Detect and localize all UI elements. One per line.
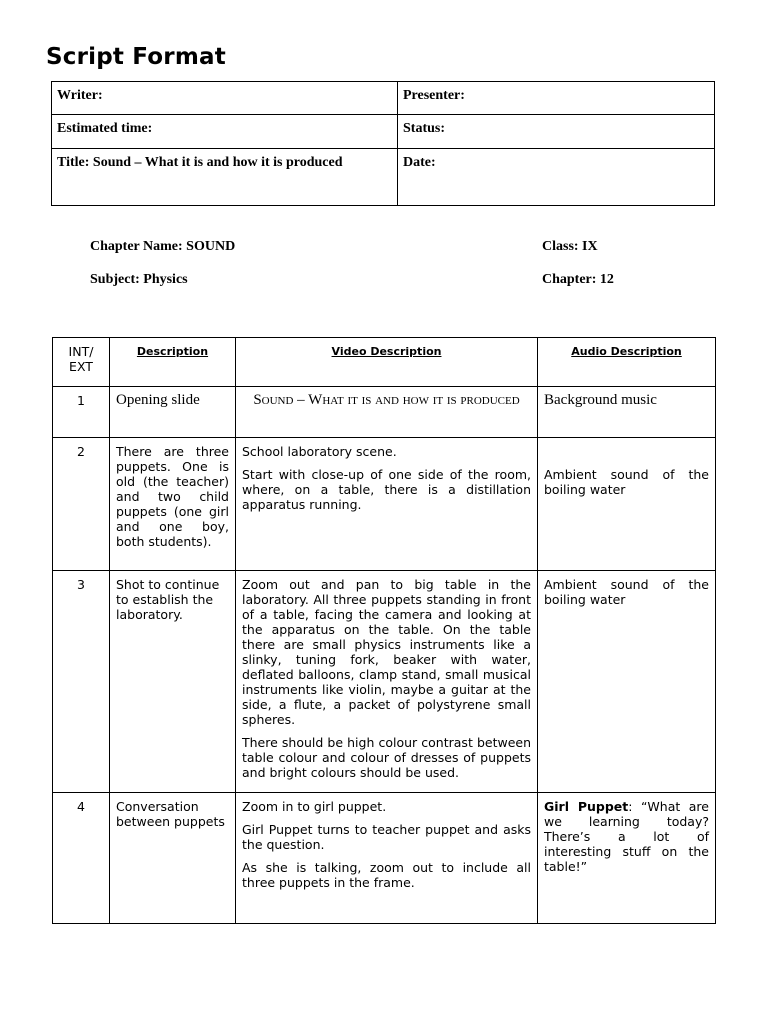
presenter-cell: Presenter: [398,82,715,115]
video-paragraph: Zoom in to girl puppet. [242,799,387,814]
row-description: Shot to continue to establish the laboratory. [110,571,236,793]
row-description: Conversation between puppets [110,793,236,924]
meta-row [52,149,715,206]
chapter-number: Chapter: 12 [542,272,614,287]
video-paragraph: Start with close-up of one side of the room, where, on a table, there is a distillation apparatus running. [242,467,531,512]
row-video-description [236,438,538,571]
date-cell: Date: [398,149,715,206]
row-number: 3 [53,571,110,793]
row-audio-description: Ambient sound of the boiling water [538,571,716,793]
script-table [52,337,716,924]
title-cell: Title: Sound – What it is and how it is produced [52,149,398,206]
audio-description-header: Audio Description [538,338,716,387]
row-audio-description: Ambient sound of the boiling water [538,438,716,571]
video-paragraph: There should be high colour contrast between table colour and colour of dresses of puppets and bright colours should be used. [242,735,531,780]
row-number: 4 [53,793,110,924]
class-label: Class: IX [542,239,598,254]
script-meta-table [51,81,715,206]
row-audio-description [538,793,716,924]
video-paragraph: School laboratory scene. [242,444,397,459]
table-row [53,387,716,438]
audio-line: : “What are we learning today? There’s a lot of interesting stuff on the table!” [544,799,709,874]
row-description: There are three puppets. One is old (the teacher) and two child puppets (one girl and one boy, both students). [110,438,236,571]
row-number: 1 [53,387,110,438]
meta-row [52,115,715,149]
row-audio-description: Background music [538,387,716,438]
video-description-header: Video Description [236,338,538,387]
subject-label: Subject: Physics [90,272,188,287]
row-number: 2 [53,438,110,571]
chapter-name: Chapter Name: SOUND [90,239,236,254]
row-video-description [236,571,538,793]
row-video-description [236,793,538,924]
video-paragraph: Zoom out and pan to big table in the laboratory. All three puppets standing in front of a table, facing the camera and looking at the apparatus on the table. On the table there are small physics instruments like a slinky, tuning fork, beaker with water, deflated balloons, clamp stand, small musical instruments like violin, maybe a guitar at the side, a flute, a packet of polystyrene small spheres. [242,577,531,727]
page-title: Script Format [46,44,226,70]
header-row [53,338,716,387]
table-row [53,571,716,793]
status-cell: Status: [398,115,715,149]
video-paragraph: As she is talking, zoom out to include all three puppets in the frame. [242,860,531,890]
row-description: Opening slide [110,387,236,438]
int-ext-header: INT/ EXT [53,338,110,387]
row-video-description: Sound – What it is and how it is produced [236,387,538,438]
description-header: Description [110,338,236,387]
table-row [53,438,716,571]
audio-speaker: Girl Puppet [544,799,629,814]
meta-row [52,82,715,115]
table-row [53,793,716,924]
estimated-time-cell: Estimated time: [52,115,398,149]
video-paragraph: Girl Puppet turns to teacher puppet and asks the question. [242,822,531,852]
writer-cell: Writer: [52,82,398,115]
